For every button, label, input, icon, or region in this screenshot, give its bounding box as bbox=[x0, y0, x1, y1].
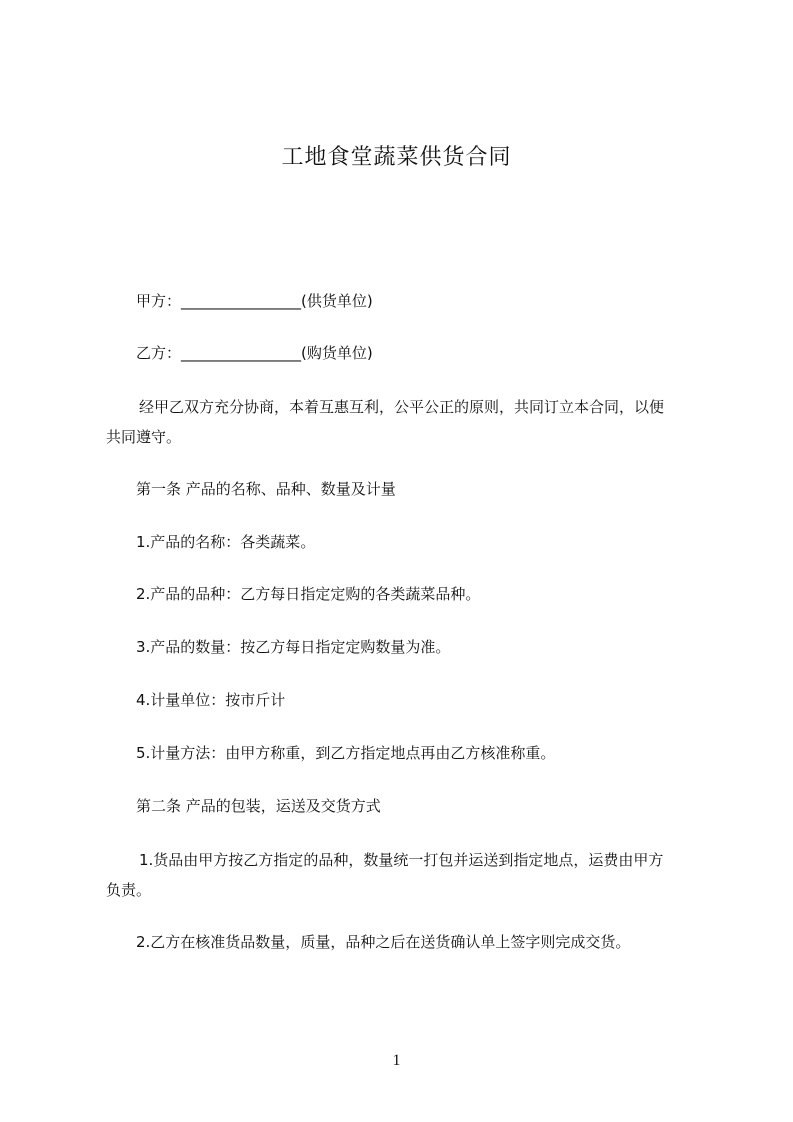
page-number: 1 bbox=[392, 1052, 401, 1069]
article-1-item-5: 5.计量方法：由甲方称重，到乙方指定地点再由乙方核准称重。 bbox=[136, 744, 556, 762]
article-1-heading: 第一条 产品的名称、品种、数量及计量 bbox=[136, 480, 396, 498]
document-title: 工地食堂蔬菜供货合同 bbox=[281, 145, 512, 170]
article-2-heading: 第二条 产品的包装，运送及交货方式 bbox=[136, 797, 381, 815]
article-2-item-1-line-1: 1.货品由甲方按乙方指定的品种，数量统一打包并运送到指定地点，运费由甲方 bbox=[139, 851, 664, 869]
article-1-item-1: 1.产品的名称：各类蔬菜。 bbox=[136, 533, 316, 551]
article-2-item-2: 2.乙方在核准货品数量，质量，品种之后在送货确认单上签字则完成交货。 bbox=[136, 933, 631, 951]
article-1-item-2: 2.产品的品种：乙方每日指定定购的各类蔬菜品种。 bbox=[136, 585, 481, 603]
party-b-line: 乙方：________________(购货单位) bbox=[136, 344, 373, 362]
article-1-item-3: 3.产品的数量：按乙方每日指定定购数量为准。 bbox=[136, 638, 451, 656]
party-a-line: 甲方：________________(供货单位) bbox=[136, 292, 373, 310]
article-1-item-4: 4.计量单位：按市斤计 bbox=[136, 691, 286, 709]
article-2-item-1-line-2: 负责。 bbox=[106, 881, 152, 899]
intro-paragraph-line-2: 共同遵守。 bbox=[106, 428, 182, 446]
intro-paragraph-line-1: 经甲乙双方充分协商，本着互惠互利，公平公正的原则，共同订立本合同，以便 bbox=[139, 398, 665, 416]
